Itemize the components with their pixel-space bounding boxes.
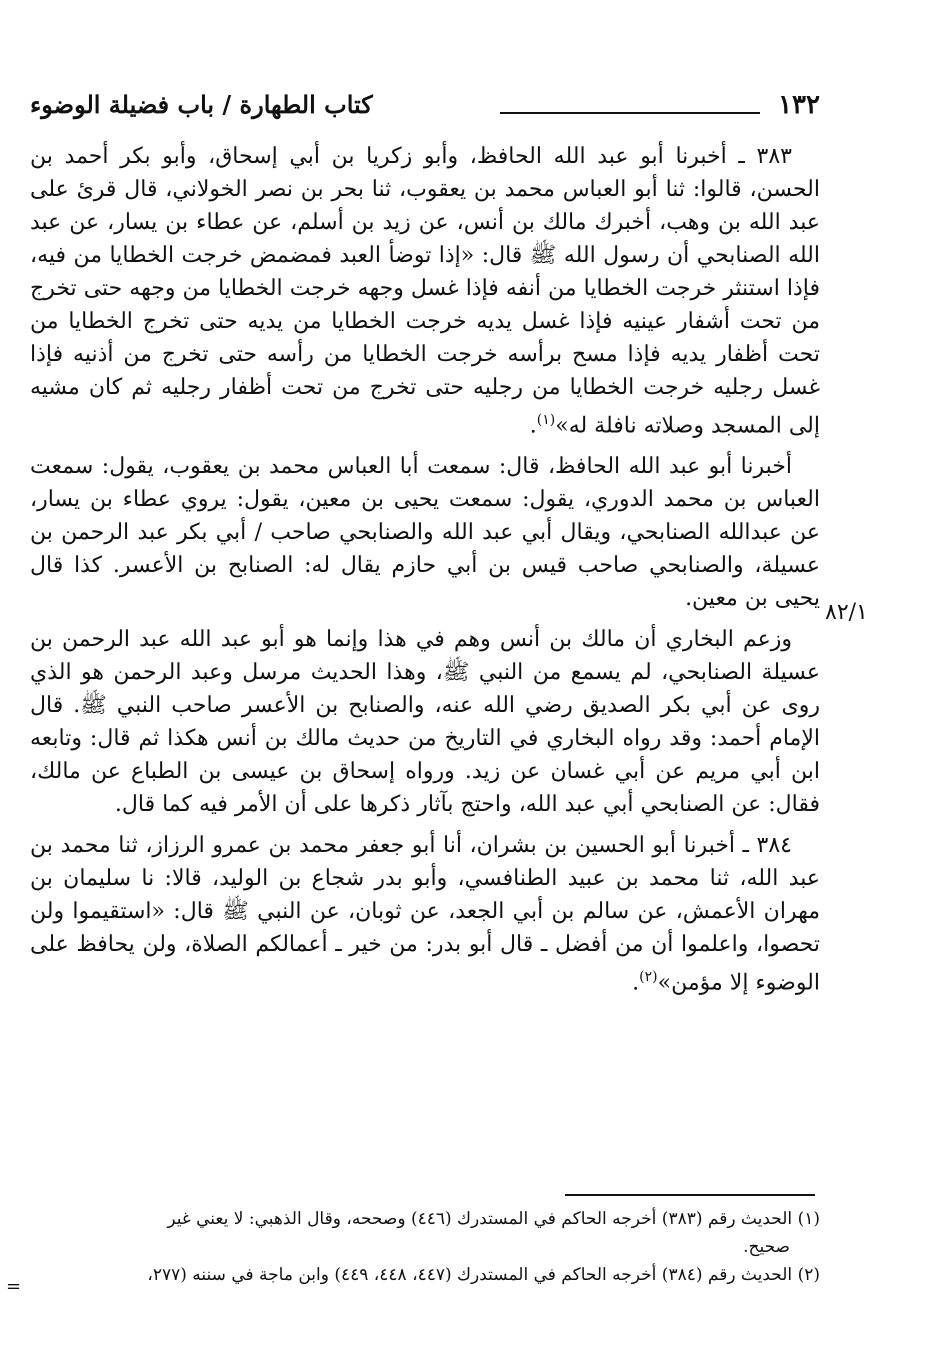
footnotes [30,1205,820,1289]
commentary-2-text: وزعم البخاري أن مالك بن أنس وهم في هذا وإنما هو أبو عبد الله عبد الرحمن بن عسيلة الصنابحي، لم يسمع من النبي ﷺ، وهذا الحديث مرسل وعبد الرحمن هو الذي روى عن أبي بكر الصديق رضي الله عنه، والصنابح بن الأعسر صاحب النبي ﷺ. قال الإمام أحمد: وقد رواه البخاري في التاريخ من حديث مالك بن أنس هكذا ثم قال: وتابعه ابن أبي مريم عن أبي غسان عن زيد. ورواه إسحاق بن عيسى بن الطباع عن مالك، فقال: عن الصنابحي أبي عبد الله، واحتج بآثار ذكرها على أن الأمر فيه كما قال. [30,627,820,818]
page-number: ١٣٢ [778,90,820,120]
manuscript-folio-note: ٨٢/١ [825,600,868,625]
commentary-paragraph-2 [30,623,820,821]
continuation-mark: = [6,1276,22,1297]
hadith-384-paragraph [30,829,820,999]
commentary-1-text: أخبرنا أبو عبد الله الحافظ، قال: سمعت أبا العباس محمد بن يعقوب، يقول: سمعت العباس بن محمد الدوري، يقول: سمعت يحيى بن معين، يقول: يروي عطاء بن يسار، عن عبدالله الصنابحي، ويقال أبي عبد الله والصنابحي صاحب / أبي بكر عبد الرحمن بن عسيلة، والصنابحي صاحب قيس بن أبي حازم يقال له: الصنابح بن الأعسر. كذا قال يحيى بن معين. [30,454,820,612]
hadith-383-text: ٣٨٣ ـ أخبرنا أبو عبد الله الحافظ، وأبو زكريا بن أبي إسحاق، وأبو بكر أحمد بن الحسن، قالوا: ثنا أبو العباس محمد بن يعقوب، ثنا بحر بن نصر الخولاني، قال قرئ على عبد الله بن وهب، أخبرك مالك بن أنس، عن زيد بن أسلم، عن عطاء بن يسار، عن عبد الله الصنابحي أن رسول الله ﷺ قال: «إذا توضأ العبد فمضمض خرجت الخطايا من فيه، فإذا استنثر خرجت الخطايا من أنفه فإذا غسل وجهه خرجت الخطايا من وجهه حتى تخرج من تحت أشفار عينيه فإذا غسل يديه خرجت الخطايا من يديه حتى تخرج الخطايا من تحت أظفار يديه فإذا مسح برأسه خرجت الخطايا من رأسه حتى تخرج من أذنيه فإذا غسل رجليه خرجت الخطايا من رجليه حتى تخرج من تحت أظفار رجليه ثم كان مشيه إلى المسجد وصلاته نافلة له» [30,144,820,439]
footnote-1-label: (١) [797,1209,820,1229]
footnote-separator [565,1194,815,1196]
header-rule [500,112,760,114]
footnote-1-continuation: صحيح. [743,1237,790,1257]
commentary-paragraph-1 [30,450,820,615]
footnote-2-label: (٢) [797,1265,820,1285]
chapter-title: كتاب الطهارة / باب فضيلة الوضوء [30,90,373,119]
footnote-ref-1[interactable]: (١) [536,412,556,428]
hadith-384-text: ٣٨٤ ـ أخبرنا أبو الحسين بن بشران، أنا أبو جعفر محمد بن عمرو الرزاز، ثنا محمد بن عبد الله، ثنا محمد بن عبيد الطنافسي، وأبو بدر شجاع بن الوليد، قالا: نا سليمان بن مهران الأعمش، عن سالم بن أبي الجعد، عن ثوبان، عن النبي ﷺ قال: «استقيموا ولن تحصوا، واعلموا أن من أفضل ـ قال أبو بدر: من خير ـ أعمالكم الصلاة، ولن يحافظ على الوضوء إلا مؤمن» [30,833,820,996]
main-text [30,140,820,1008]
running-header [30,90,820,130]
footnote-1-text: الحديث رقم (٣٨٣) أخرجه الحاكم في المستدرك (٤٤٦) وصححه، وقال الذهبي: لا يعني غير [167,1209,793,1229]
footnote-ref-2[interactable]: (٢) [639,969,658,986]
sentence-end: . [529,413,537,439]
sentence-end: . [632,970,640,996]
footnote-2 [30,1261,820,1289]
footnote-2-text: الحديث رقم (٣٨٤) أخرجه الحاكم في المستدرك (٤٤٧، ٤٤٨، ٤٤٩) وابن ماجة في سننه (٢٧٧، [147,1265,793,1285]
hadith-383-paragraph [30,140,820,442]
footnote-1 [30,1205,820,1261]
